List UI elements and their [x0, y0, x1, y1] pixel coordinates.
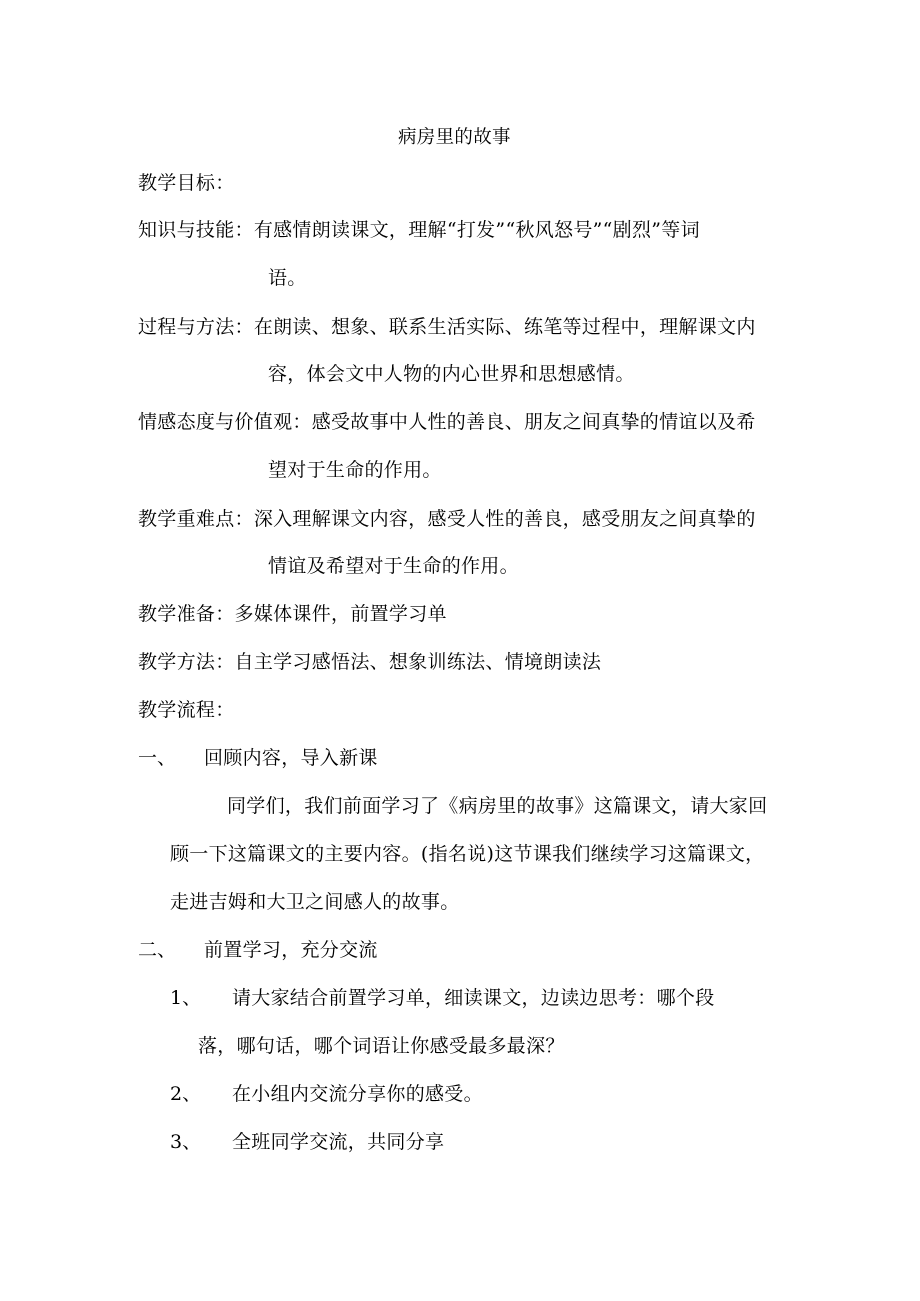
section1-para-line3: 走进吉姆和大卫之间感人的故事。: [170, 891, 460, 913]
preparation-label: 教学准备：: [138, 603, 235, 625]
objectives-heading: 教学目标：: [138, 172, 235, 194]
item2-line1: 在小组内交流分享你的感受。: [232, 1083, 483, 1105]
item2-number: 2、: [170, 1083, 202, 1105]
knowledge-label: 知识与技能：: [138, 219, 254, 241]
key-points-line2: 情谊及希望对于生命的作用。: [268, 555, 519, 577]
emotion-text: 感受故事中人性的善良、朋友之间真挚的情谊以及希: [311, 411, 756, 433]
emotion-label: 情感态度与价值观：: [138, 411, 312, 433]
section1-heading: 回顾内容，导入新课: [204, 747, 378, 769]
flow-heading: 教学流程：: [138, 699, 235, 721]
process-line2: 容，体会文中人物的内心世界和思想感情。: [268, 363, 635, 385]
knowledge-line1: [138, 218, 700, 242]
preparation-text: 多媒体课件，前置学习单: [234, 603, 447, 625]
section2-heading: 前置学习，充分交流: [204, 939, 378, 961]
section2-number: 二、: [138, 939, 177, 961]
key-points-label: 教学重难点：: [138, 508, 254, 530]
emotion-line2: 望对于生命的作用。: [268, 459, 442, 481]
knowledge-line2: 语。: [268, 267, 307, 289]
process-label: 过程与方法：: [138, 316, 254, 338]
section1-number: 一、: [138, 747, 177, 769]
process-text: 在朗读、想象、联系生活实际、练笔等过程中，理解课文内: [253, 316, 756, 338]
preparation-line: [138, 602, 447, 626]
section1-para-line1: 同学们，我们前面学习了《病房里的故事》这篇课文，请大家回: [227, 795, 768, 817]
item1-line1: 请大家结合前置学习单，细读课文，边读边思考：哪个段: [232, 987, 715, 1009]
methods-line: [138, 650, 601, 674]
page-title: 病房里的故事: [398, 127, 511, 148]
process-line1: [138, 315, 756, 339]
methods-text: 自主学习感悟法、想象训练法、情境朗读法: [234, 651, 602, 673]
emotion-line1: [138, 410, 756, 434]
item1-number: 1、: [170, 987, 202, 1009]
key-points-text: 深入理解课文内容，感受人性的善良，感受朋友之间真挚的: [253, 508, 756, 530]
methods-label: 教学方法：: [138, 651, 235, 673]
item1-line2: 落，哪句话，哪个词语让你感受最多最深？: [198, 1035, 565, 1057]
knowledge-text: 有感情朗读课文，理解“打发”“秋风怒号”“剧烈”等词: [253, 219, 700, 241]
section1-para-line2: 顾一下这篇课文的主要内容。(指名说)这节课我们继续学习这篇课文，: [170, 843, 765, 865]
item3-line1: 全班同学交流，共同分享: [232, 1131, 445, 1153]
item3-number: 3、: [170, 1131, 202, 1153]
key-points-line1: [138, 507, 756, 531]
